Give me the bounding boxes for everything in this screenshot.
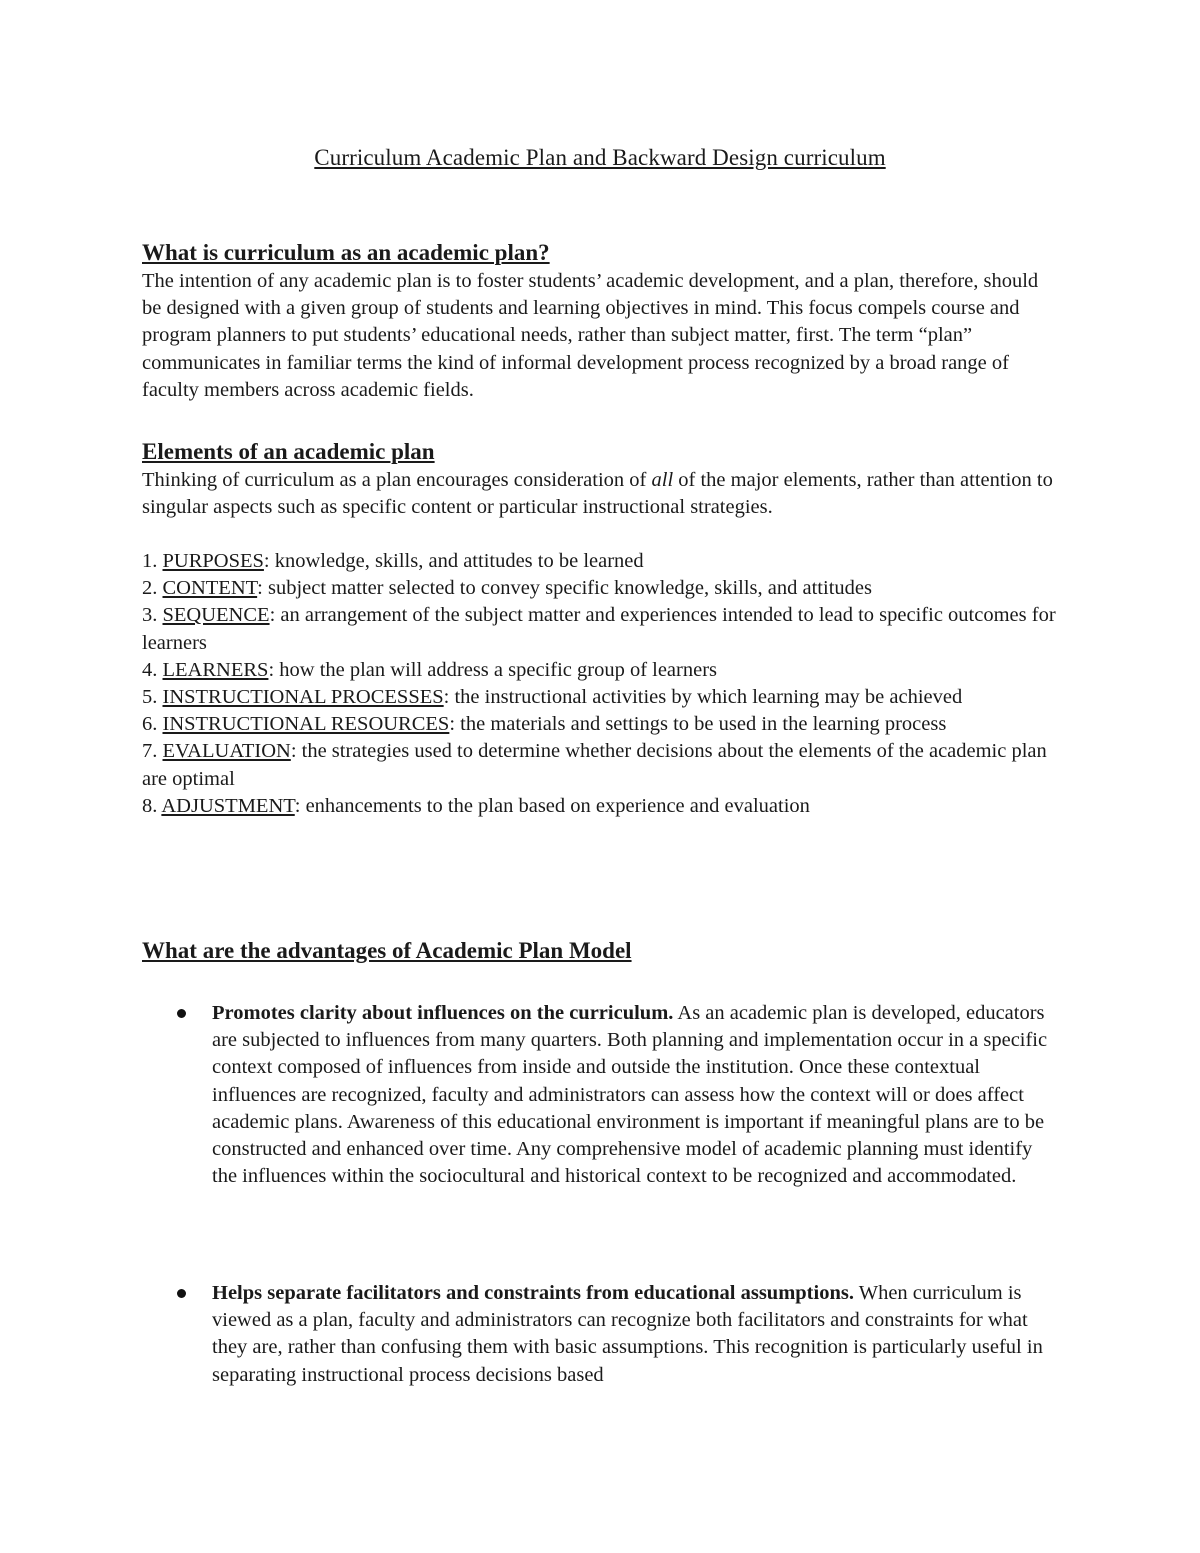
bullet-lead: Helps separate facilitators and constraints from educational assumptions. [212, 1282, 854, 1304]
item-description: : enhancements to the plan based on experience and evaluation [294, 794, 810, 817]
elements-list [142, 548, 1062, 820]
item-number: 7. [142, 740, 158, 763]
list-item [142, 793, 1062, 820]
item-term: LEARNERS [162, 658, 269, 681]
list-item [142, 602, 1062, 656]
emphasis-text: all [651, 469, 674, 491]
item-number: 3. [142, 604, 158, 627]
item-term: EVALUATION [162, 740, 291, 763]
item-description: : subject matter selected to convey specific knowledge, skills, and attitudes [257, 577, 872, 600]
advantages-bullet-2 [142, 1280, 1062, 1389]
bullet-item [142, 1000, 1062, 1190]
item-description: : the instructional activities by which learning may be achieved [443, 686, 963, 709]
item-description: : an arrangement of the subject matter and experiences intended to lead to specific outcomes for learners [142, 604, 1056, 654]
intro-text: of the major elements, rather than attention to singular aspects such as specific content or particular instructional strategies. [142, 469, 1053, 519]
document-title: Curriculum Academic Plan and Backward Design curriculum [314, 145, 886, 170]
item-number: 6. [142, 713, 158, 736]
section-heading-elements: Elements of an academic plan [142, 439, 435, 464]
bullet-item [142, 1280, 1062, 1389]
list-item [142, 711, 1062, 738]
item-number: 8. [142, 794, 158, 817]
section-body-curriculum-as-plan [142, 268, 1062, 404]
section-heading-curriculum-as-plan: What is curriculum as an academic plan? [142, 240, 550, 265]
item-number: 2. [142, 577, 158, 600]
item-term: PURPOSES [162, 550, 264, 572]
bullet-lead: Promotes clarity about influences on the curriculum. [212, 1002, 674, 1024]
intro-text: Thinking of curriculum as a plan encourages consideration of [142, 469, 652, 491]
item-description: : the strategies used to determine whether decisions about the elements of the academic plan are optimal [142, 740, 1047, 790]
item-number: 4. [142, 658, 158, 681]
item-term: CONTENT [162, 577, 258, 600]
item-term: ADJUSTMENT [161, 794, 295, 817]
item-description: : knowledge, skills, and attitudes to be learned [263, 550, 644, 572]
item-term: SEQUENCE [162, 604, 270, 627]
paragraph [142, 467, 1062, 521]
section-body-elements [142, 467, 1062, 521]
item-term: INSTRUCTIONAL PROCESSES [162, 686, 444, 709]
item-number: 5. [142, 686, 158, 709]
bullet-text: When curriculum is viewed as a plan, faculty and administrators can recognize both facilitators and constraints for what they are, rather than confusing them with basic assumptions. This recognition is particularly useful in separating instructional process decisions based [212, 1282, 1043, 1386]
bullet-icon [177, 1289, 186, 1298]
bullet-text: As an academic plan is developed, educators are subjected to influences from many quarters. Both planning and implementation occur in a specific context composed of influences from inside and outside the institution. Once these contextual influences are recognized, faculty and administrators can assess how the context will or does affect academic plans. Awareness of this educational environment is important if meaningful plans are to be constructed and enhanced over time. Any comprehensive model of academic planning must identify the influences within the sociocultural and historical context to be recognized and accommodated. [212, 1002, 1048, 1188]
list-item [142, 738, 1062, 792]
list-item [142, 657, 1062, 684]
item-description: : how the plan will address a specific group of learners [268, 658, 718, 681]
list-item [142, 684, 1062, 711]
item-number: 1. [142, 550, 158, 572]
bullet-icon [177, 1009, 186, 1018]
section-heading-advantages: What are the advantages of Academic Plan Model [142, 938, 632, 963]
advantages-bullet-1 [142, 1000, 1062, 1190]
list-item [142, 575, 1062, 602]
paragraph: The intention of any academic plan is to foster students’ academic development, and a plan, therefore, should be designed with a given group of students and learning objectives in mind. This focus compels course and program planners to put students’ educational needs, rather than subject matter, first. The term “plan” communicates in familiar terms the kind of informal development process recognized by a broad range of faculty members across academic fields. [142, 270, 1039, 401]
item-description: : the materials and settings to be used in the learning process [449, 713, 947, 736]
item-term: INSTRUCTIONAL RESOURCES [162, 713, 450, 736]
list-item [142, 548, 1062, 575]
